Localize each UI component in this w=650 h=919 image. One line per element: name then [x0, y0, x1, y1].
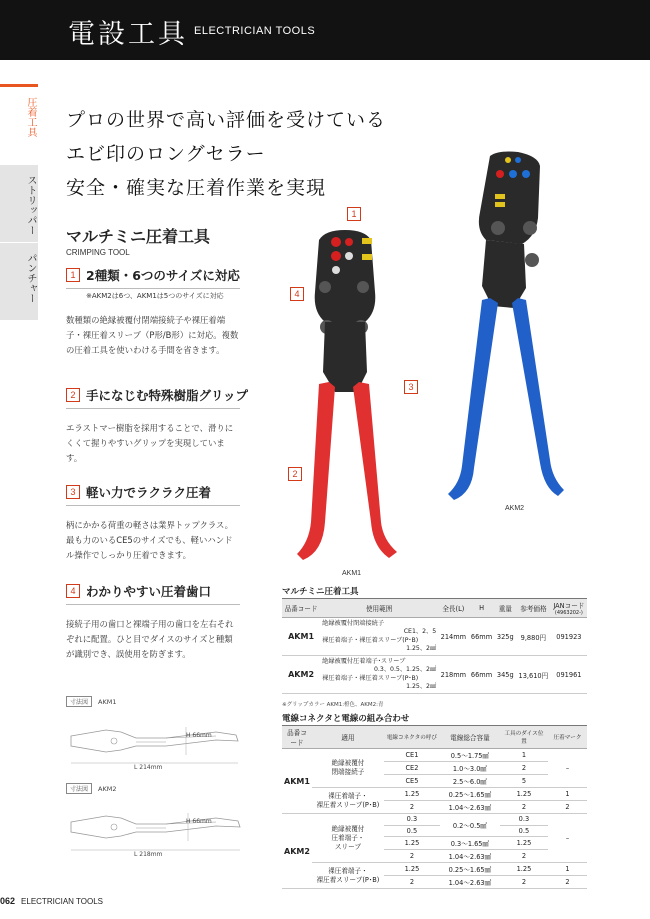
product-image-akm1: [285, 222, 405, 567]
table-row: AKM2 絶縁被覆付圧着端子･スリーブ 0.3、0.5、1.25、2㎟ 裸圧着端子・裸圧着スリーブ(P･B) 1.25、2㎟ 218mm 66mm 345g 13,610円 091961: [282, 656, 587, 694]
tab-strippers[interactable]: ストリッパー: [0, 164, 38, 242]
product-title: マルチミニ圧着工具: [66, 227, 211, 246]
callout-2: 2: [288, 467, 302, 481]
usage-range: 絶縁被覆付閉端接続子 CE1、2、5 裸圧着端子・裸圧着スリーブ(P･B) 1.25、2㎟: [320, 618, 438, 656]
callout-3: 3: [404, 380, 418, 394]
header-title-en: ELECTRICIAN TOOLS: [194, 25, 316, 37]
dim-h-akm1: H 66mm: [186, 732, 212, 739]
table-row: 裸圧着端子・ 裸圧着スリーブ(P･B) 1.25 0.25〜1.65㎟ 1.25 1: [282, 788, 587, 801]
col-header: 全長(L): [438, 599, 468, 618]
feature-title: 2種類・6つのサイズに対応: [86, 268, 240, 283]
table-row: CE2 1.0〜3.0㎟ 2: [282, 762, 587, 775]
table-row: 2 1.04〜2.63㎟ 2 2: [282, 876, 587, 889]
product-image-akm2: [440, 148, 570, 508]
tab-crimping-tools[interactable]: 圧着工具: [0, 84, 38, 164]
feature-title: わかりやすい圧着歯口: [86, 584, 212, 599]
product-code: AKM1: [282, 618, 320, 656]
product-subtitle: CRIMPING TOOL: [66, 248, 130, 257]
feature-number: 1: [66, 268, 80, 282]
feature-1: [66, 266, 240, 358]
usage-range: 絶縁被覆付圧着端子･スリーブ 0.3、0.5、1.25、2㎟ 裸圧着端子・裸圧着スリーブ(P･B) 1.25、2㎟: [320, 656, 438, 694]
col-header: 重量: [495, 599, 516, 618]
footer-label: ELECTRICIAN TOOLS: [21, 896, 103, 906]
dim-l-akm1: L 214mm: [134, 764, 163, 771]
dim-model: AKM1: [98, 697, 117, 706]
table-row: 0.5 0.5: [282, 825, 587, 837]
dim-label-akm1: [66, 696, 116, 707]
feature-body: 柄にかかる荷重の軽さは業界トップクラス。最も力のいるCE5のサイズでも、軽いハンドル操作でしっかり圧着できます。: [66, 520, 233, 560]
table2-title: 電線コネクタと電線の組み合わせ: [282, 714, 410, 724]
headline-line-2: エビ印のロングセラー: [66, 143, 266, 165]
dim-h-akm2: H 66mm: [186, 818, 212, 825]
feature-number: 4: [66, 584, 80, 598]
col-header: 使用範囲: [320, 599, 438, 618]
table1-title: マルチミニ圧着工具: [282, 587, 359, 597]
page-footer: [0, 896, 103, 906]
page-header: [0, 0, 650, 60]
callout-1: 1: [347, 207, 361, 221]
table-row: 2 1.04〜2.63㎟ 2: [282, 850, 587, 863]
model-label-akm1: AKM1: [342, 570, 362, 577]
dim-label-akm2: [66, 783, 116, 794]
spec-table: [282, 598, 587, 694]
model-label-akm2: AKM2: [505, 505, 525, 512]
table-row: AKM1 絶縁被覆付閉端接続子 CE1、2、5 裸圧着端子・裸圧着スリーブ(P･B) 1.25、2㎟ 214mm 66mm 325g 9,880円 091923: [282, 618, 587, 656]
dim-tag: 寸法図: [66, 783, 92, 794]
callout-4: 4: [290, 287, 304, 301]
table-row: CE5 2.5〜6.0㎟ 5: [282, 775, 587, 788]
compat-table: 品番コード 適用 電線コネクタの呼び 電線総合容量 工具のダイス位置 圧着マーク AKM1 絶縁被覆付 閉端接続子 CE1 0.5〜1.75㎟ 1 – CE2 1.0〜3.0㎟ 2 CE5 2.5〜6.0㎟ 5 裸圧着端子・ 裸圧着スリーブ(P･B) 1.25 0.25〜1.65㎟ 1.25 1 2 1.04〜2.63㎟ 2 2 AKM2 絶縁被覆付 圧着端子・ スリーブ 0.3 0.2〜0.5㎟ 0.3 – 0.5 0.5 1.25 0.3〜1.65㎟ 1.25 2 1.04〜2.63㎟ 2 裸圧着端子・ 裸圧着スリーブ(P･B) 1.25 0.25〜1.65㎟ 1.25 1 2 1.04〜2.63㎟ 2 2: [282, 725, 587, 889]
table-row: AKM2 絶縁被覆付 圧着端子・ スリーブ 0.3 0.2〜0.5㎟ 0.3 –: [282, 814, 587, 826]
feature-number: 2: [66, 388, 80, 402]
feature-body: 数種類の絶縁被覆付閉端接続子や裸圧着端子・裸圧着スリーブ（P形/B形）に対応。複数の圧着工具を使いわける手間を省きます。: [66, 315, 239, 355]
dim-model: AKM2: [98, 784, 117, 793]
table1-footnote: ※グリップカラー AKM1:橙色、AKM2:青: [282, 702, 384, 708]
headline-line-3: 安全・確実な圧着作業を実現: [66, 177, 327, 199]
feature-number: 3: [66, 485, 80, 499]
feature-2: [66, 386, 249, 466]
feature-title: 手になじむ特殊樹脂グリップ: [86, 388, 249, 403]
tab-punchers[interactable]: パンチャー: [0, 242, 38, 320]
dim-tag: 寸法図: [66, 696, 92, 707]
col-header: 参考価格: [516, 599, 551, 618]
header-title-jp: 電設工具: [68, 19, 188, 50]
page-number: 062: [0, 896, 16, 906]
col-header: JANコード (4963202-): [551, 599, 587, 618]
table-row: AKM1 絶縁被覆付 閉端接続子 CE1 0.5〜1.75㎟ 1 –: [282, 749, 587, 762]
feature-3: [66, 483, 240, 563]
table-row: 1.25 0.3〜1.65㎟ 1.25: [282, 837, 587, 850]
feature-body: エラストマー樹脂を採用することで、滑りにくくて握りやすいグリップを実現しています。: [66, 423, 234, 463]
col-header: 品番コード: [282, 599, 320, 618]
table-row: 裸圧着端子・ 裸圧着スリーブ(P･B) 1.25 0.25〜1.65㎟ 1.25 1: [282, 863, 587, 876]
headline: [66, 103, 386, 205]
col-header: H: [469, 599, 495, 618]
dim-l-akm2: L 218mm: [134, 851, 163, 858]
feature-title: 軽い力でラクラク圧着: [86, 485, 212, 500]
table-row: 2 1.04〜2.63㎟ 2 2: [282, 801, 587, 814]
feature-body: 接続子用の歯口と裸端子用の歯口を左右それぞれに配置。ひと目でダイスのサイズと種類が識別でき、誤使用を防ぎます。: [66, 619, 234, 659]
feature-4: [66, 582, 240, 662]
feature-note: ※AKM2は6つ、AKM1は5つのサイズに対応: [86, 292, 224, 300]
product-code: AKM2: [282, 656, 320, 694]
headline-line-1: プロの世界で高い評価を受けている: [66, 109, 387, 131]
